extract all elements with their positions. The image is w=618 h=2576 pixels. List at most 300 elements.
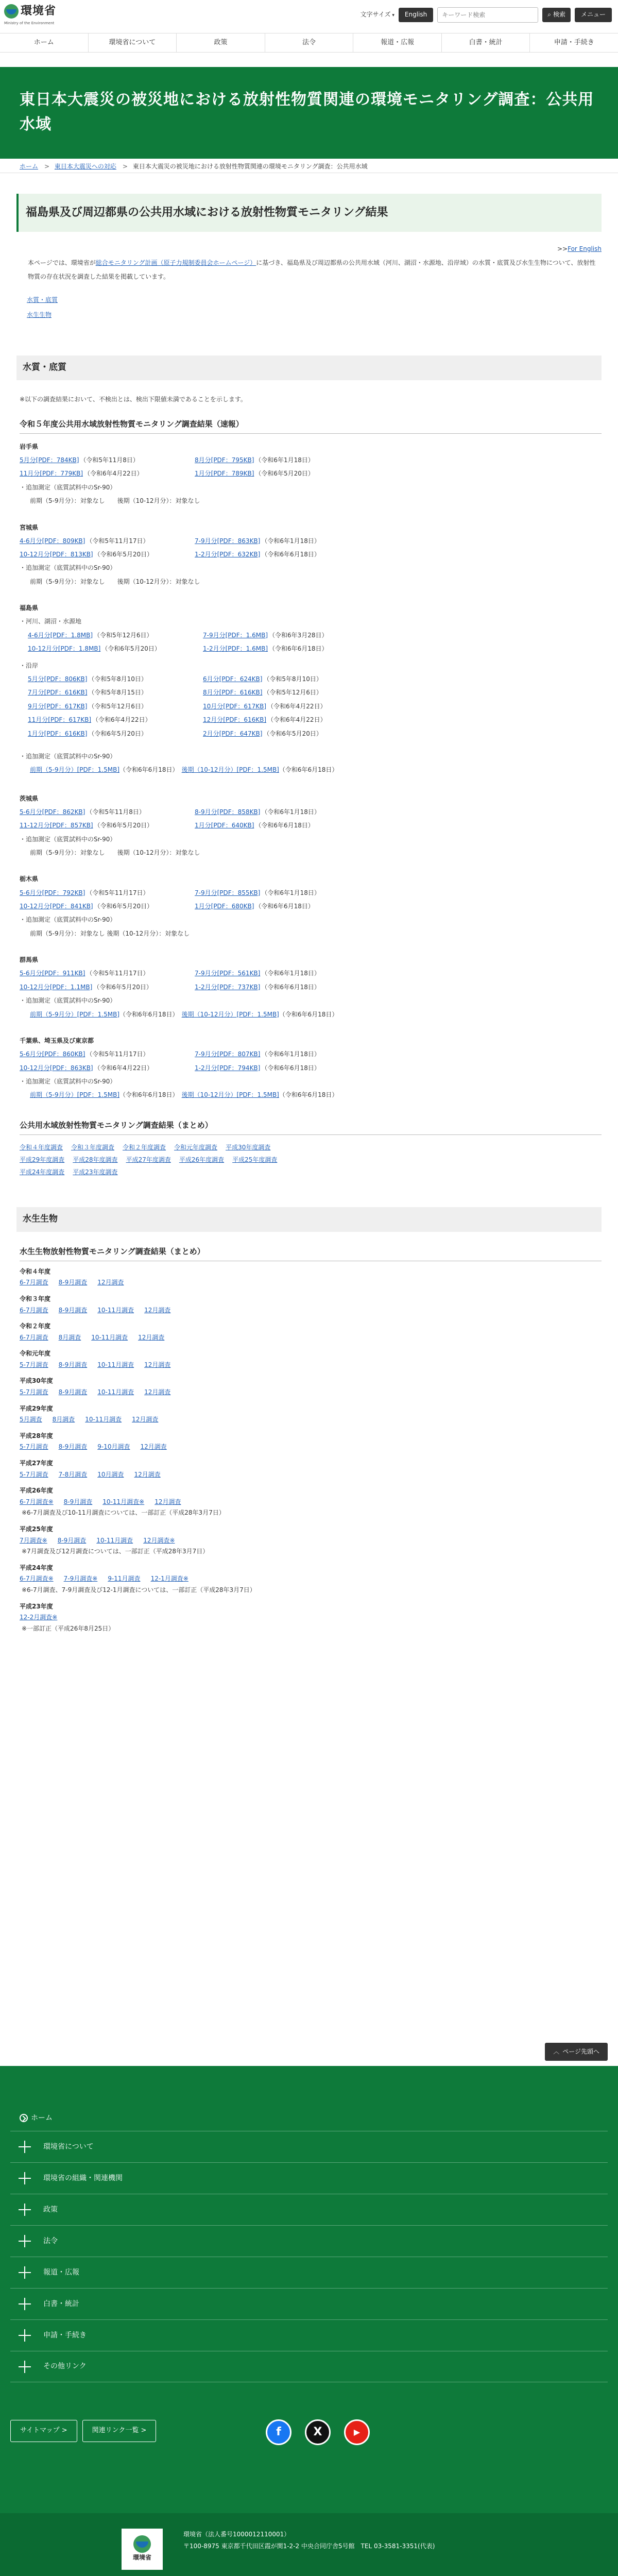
plus-icon xyxy=(18,2234,32,2248)
update-date: （令和6年6月18日） xyxy=(279,1010,338,1018)
pdf-link[interactable]: 10-12月分[PDF：841KB] xyxy=(20,903,93,910)
footer-item-about[interactable] xyxy=(10,2131,608,2162)
update-date: （令和5年11月17日） xyxy=(86,970,149,977)
search-button[interactable] xyxy=(542,8,571,22)
survey-link[interactable]: 7-8月調査 xyxy=(58,1470,88,1478)
sr90-links xyxy=(30,1090,609,1100)
survey-link[interactable]: 12月調査 xyxy=(154,1498,181,1505)
update-date: （令和6年1月18日） xyxy=(261,970,320,977)
year-links xyxy=(20,1277,609,1289)
org-name: 環境省（法人番号1000012110001） xyxy=(183,2531,290,2538)
section-biota-heading: 水生生物 xyxy=(16,1207,602,1232)
pdf-link[interactable]: 5-6月分[PDF：862KB] xyxy=(20,808,85,816)
logo-mark-icon xyxy=(133,2535,151,2553)
pdf-link[interactable]: 7月分[PDF：616KB] xyxy=(28,689,88,697)
breadcrumb-home[interactable]: ホーム xyxy=(20,163,39,170)
org-address: 〒100-8975 東京都千代田区霞が関1-2-2 中央合同庁舎5号館 TEL 03-3581-3351(代表) xyxy=(183,2542,435,2550)
survey-link[interactable]: 6-7月調査 xyxy=(20,1279,48,1286)
update-date: （令和6年6月18日） xyxy=(261,551,320,558)
breadcrumb-disaster[interactable]: 東日本大震災への対応 xyxy=(54,163,116,170)
year-links xyxy=(20,1469,609,1481)
plus-icon xyxy=(18,2265,32,2280)
summary-link[interactable]: 平成26年度調査 xyxy=(179,1156,225,1163)
correction-note: ※6-7月調査及び10-11月調査については、一部訂正（平成28年3月7日） xyxy=(22,1509,225,1517)
pdf-link[interactable]: 10月分[PDF：617KB] xyxy=(203,702,267,710)
footer-logo-text: 環境省 xyxy=(132,2554,151,2562)
facebook-icon[interactable]: f xyxy=(266,2419,291,2445)
result-row xyxy=(20,1063,609,1073)
pdf-link[interactable]: 前期（5-9月分）[PDF：1.5MB] xyxy=(30,1010,120,1018)
site-header xyxy=(0,0,618,33)
survey-link[interactable]: 8月調査 xyxy=(58,1333,81,1341)
pdf-link[interactable]: 後期（10-12月分）[PDF：1.5MB] xyxy=(181,1010,279,1018)
survey-link[interactable]: 8-9月調査 xyxy=(58,1388,88,1396)
survey-link[interactable]: 12月調査 xyxy=(144,1306,171,1314)
chevron-up-icon: ︿ xyxy=(553,2048,560,2055)
survey-link[interactable]: 12月調査 xyxy=(134,1470,161,1478)
pdf-link[interactable]: 11-12月分[PDF：857KB] xyxy=(20,822,93,829)
pdf-link[interactable]: 10-12月分[PDF：863KB] xyxy=(20,1064,93,1072)
pdf-link[interactable]: 11月分[PDF：779KB] xyxy=(20,470,83,478)
summary-heading: 公共用水域放射性物質モニタリング調査結果（まとめ） xyxy=(20,1119,602,1135)
youtube-icon[interactable]: ▶ xyxy=(344,2419,370,2445)
pdf-link[interactable]: 4-6月分[PDF：809KB] xyxy=(20,537,85,545)
update-date: （令和5年11月17日） xyxy=(86,889,149,896)
year-links xyxy=(20,1612,609,1623)
survey-link[interactable]: 5-7月調査 xyxy=(20,1388,48,1396)
update-date: （令和6年4月22日） xyxy=(267,716,327,724)
sr90-label: ・追加測定（底質試料中のSr-90） xyxy=(20,835,116,843)
update-date: （令和6年5月20日） xyxy=(255,470,314,478)
pref-miyagi: 宮城県 xyxy=(20,523,39,531)
update-date: （令和5年11月17日） xyxy=(86,537,149,545)
result-row xyxy=(28,674,609,684)
breadcrumb-current: 東日本大震災の被災地における放射性物質関連の環境モニタリング調査：公共用水域 xyxy=(132,163,368,170)
footer-logo xyxy=(122,2529,163,2570)
survey-link[interactable]: 6-7月調査 xyxy=(20,1333,48,1341)
pdf-link[interactable]: 1月分[PDF：616KB] xyxy=(28,730,88,737)
pdf-link[interactable]: 7-9月分[PDF：1.6MB] xyxy=(203,631,268,639)
pdf-link[interactable]: 8月分[PDF：795KB] xyxy=(195,456,254,464)
survey-link[interactable]: 8-9月調査 xyxy=(58,1306,88,1314)
sr90-none: 前期（5-9月分）：対象なし 後期（10-12月分）：対象なし xyxy=(30,497,200,505)
survey-link[interactable]: 12月調査 xyxy=(140,1443,167,1451)
year-links xyxy=(20,1387,609,1398)
pref-chiba-saitama-tokyo: 千葉県、埼玉県及び東京都 xyxy=(20,1037,94,1044)
result-row xyxy=(28,687,609,698)
year-links xyxy=(20,1360,609,1371)
update-date: （令和6年5月20日） xyxy=(93,983,152,991)
for-english-link[interactable]: For English xyxy=(568,245,602,252)
footer-item-label: 政策 xyxy=(43,2205,58,2214)
survey-link[interactable]: 9-10月調査 xyxy=(97,1443,130,1451)
result-row xyxy=(28,728,609,739)
gnav-law[interactable]: 法令 xyxy=(265,33,354,52)
biota-years xyxy=(20,1266,609,1635)
text-size-selector[interactable]: 文字サイズ ▾ xyxy=(360,10,394,20)
pdf-link[interactable]: 1月分[PDF：680KB] xyxy=(195,903,254,910)
river-label: ・河川、湖沼・水源地 xyxy=(20,618,82,625)
x-icon[interactable]: X xyxy=(305,2419,331,2445)
survey-link[interactable]: 10月調査 xyxy=(97,1470,124,1478)
chevron-right-circle-icon xyxy=(20,2114,28,2122)
search-button-label: 検索 xyxy=(553,11,565,19)
gnav-home[interactable]: ホーム xyxy=(0,33,89,52)
sr90-label: ・追加測定（底質試料中のSr-90） xyxy=(20,1077,116,1085)
site-footer xyxy=(0,2066,618,2576)
result-row xyxy=(28,630,609,640)
footer-item-label: 申請・手続き xyxy=(43,2331,87,2340)
plus-icon xyxy=(18,2297,32,2311)
footer-item-label: 環境省について xyxy=(43,2142,94,2151)
search-input[interactable] xyxy=(437,7,538,23)
year-label: 令和４年度 xyxy=(20,1267,51,1275)
pdf-link[interactable]: 1-2月分[PDF：1.6MB] xyxy=(203,645,268,653)
pdf-link[interactable]: 前期（5-9月分）[PDF：1.5MB] xyxy=(30,1091,120,1099)
survey-link[interactable]: 6-7月調査 xyxy=(20,1306,48,1314)
update-date: （令和6年5月20日） xyxy=(263,730,322,737)
pdf-link[interactable]: 後期（10-12月分）[PDF：1.5MB] xyxy=(181,766,279,774)
summary-link[interactable]: 平成30年度調査 xyxy=(226,1143,271,1151)
sr90-links xyxy=(30,1009,609,1020)
survey-link[interactable]: 12月調査 xyxy=(144,1361,171,1368)
update-date: （令和6年4月22日） xyxy=(94,1064,153,1072)
pdf-link[interactable]: 5-6月分[PDF：792KB] xyxy=(20,889,85,896)
pdf-link[interactable]: 7-9月分[PDF：561KB] xyxy=(195,970,261,977)
survey-link[interactable]: 6-7月調査※ xyxy=(20,1575,54,1583)
pdf-link[interactable]: 8-9月分[PDF：858KB] xyxy=(195,808,261,816)
pdf-link[interactable]: 10-12月分[PDF：813KB] xyxy=(20,551,93,558)
pdf-link[interactable]: 1-2月分[PDF：632KB] xyxy=(195,551,261,558)
search-icon: ⌕ xyxy=(547,11,551,19)
update-date: （令和6年5月20日） xyxy=(94,903,153,910)
pdf-link[interactable]: 5-6月分[PDF：911KB] xyxy=(20,970,85,977)
summary-link[interactable]: 令和４年度調査 xyxy=(20,1143,63,1151)
pdf-link[interactable]: 6月分[PDF：624KB] xyxy=(203,675,263,683)
pdf-link[interactable]: 1月分[PDF：640KB] xyxy=(195,822,254,829)
update-date: （令和6年6月18日） xyxy=(255,822,314,829)
footer-item-label: 環境省の組織・関連機関 xyxy=(43,2174,123,2182)
year-links xyxy=(20,1497,609,1508)
survey-link[interactable]: 5-7月調査 xyxy=(20,1470,48,1478)
update-date: （令和6年6月18日） xyxy=(119,1010,176,1018)
year-label: 平成23年度 xyxy=(20,1602,53,1610)
result-row xyxy=(20,820,609,831)
logo-subtitle: Ministry of the Environment xyxy=(4,21,55,25)
survey-link[interactable]: 10-11月調査※ xyxy=(102,1498,145,1505)
plus-icon xyxy=(18,2202,32,2217)
update-date: （令和6年5月20日） xyxy=(94,551,153,558)
update-date: （令和6年4月22日） xyxy=(84,470,143,478)
update-date: （令和6年6月18日） xyxy=(255,903,314,910)
result-row xyxy=(20,468,609,479)
survey-link[interactable]: 12-2月調査※ xyxy=(20,1614,58,1621)
update-date: （令和6年3月28日） xyxy=(269,631,328,639)
survey-link[interactable]: 6-7月調査※ xyxy=(20,1498,54,1505)
section-water-heading: 水質・底質 xyxy=(16,355,602,380)
sr90-label: ・追加測定（底質試料中のSr-90） xyxy=(20,483,116,491)
update-date: （令和6年5月20日） xyxy=(101,645,161,653)
correction-note: ※7月調査及び12月調査については、一部訂正（平成28年3月7日） xyxy=(22,1548,209,1555)
survey-link[interactable]: 10-11月調査 xyxy=(97,1388,134,1396)
summary-link[interactable]: 平成27年度調査 xyxy=(126,1156,171,1163)
pdf-link[interactable]: 後期（10-12月分）[PDF：1.5MB] xyxy=(181,1091,279,1099)
pref-ibaraki: 茨城県 xyxy=(20,794,39,802)
footer-org-info xyxy=(0,2513,618,2576)
sr90-none: 前期（5-9月分）：対象なし 後期（10-12月分）：対象なし xyxy=(30,578,200,585)
intro-link[interactable]: 総合モニタリング計画（原子力規制委員会ホームページ） xyxy=(95,259,256,267)
update-date: （令和5年12月6日） xyxy=(88,702,147,710)
survey-link[interactable]: 8-9月調査 xyxy=(58,1443,88,1451)
footer-item-policy[interactable] xyxy=(10,2194,608,2225)
plus-icon xyxy=(18,2171,32,2185)
footer-item-label: その他リンク xyxy=(43,2362,87,2371)
update-date: （令和5年11月17日） xyxy=(86,1050,149,1058)
summary-link[interactable]: 令和２年度調査 xyxy=(123,1143,166,1151)
update-date: （令和5年11月8日） xyxy=(80,456,139,464)
update-date: （令和6年1月18日） xyxy=(261,808,320,816)
sitemap-button[interactable]: サイトマップ > xyxy=(10,2420,77,2442)
for-english xyxy=(16,244,602,254)
pdf-link[interactable]: 2月分[PDF：647KB] xyxy=(203,730,263,737)
survey-link[interactable]: 10-11月調査 xyxy=(96,1536,133,1544)
related-links-button[interactable]: 関連リンク一覧 > xyxy=(82,2420,157,2442)
pdf-link[interactable]: 5月分[PDF：784KB] xyxy=(20,456,79,464)
update-date: （令和6年1月18日） xyxy=(261,889,320,896)
survey-link[interactable]: 8-9月調査 xyxy=(58,1279,88,1286)
pdf-link[interactable]: 1-2月分[PDF：794KB] xyxy=(195,1064,261,1072)
footer-item-label: 報道・広報 xyxy=(43,2268,79,2277)
survey-link[interactable]: 12月調査 xyxy=(144,1388,171,1396)
year-links xyxy=(20,1535,609,1547)
correction-note: ※一部訂正（平成26年8月25日） xyxy=(22,1624,115,1632)
footer-item-org[interactable] xyxy=(10,2162,608,2194)
detection-note: ※以下の調査結果において、不検出とは、検出下限値未満であることを示します。 xyxy=(20,395,247,403)
survey-link[interactable]: 10-11月調査 xyxy=(97,1361,134,1368)
pdf-link[interactable]: 5-6月分[PDF：860KB] xyxy=(20,1050,85,1058)
survey-link[interactable]: 8-9月調査 xyxy=(57,1536,87,1544)
year-label: 平成30年度 xyxy=(20,1377,53,1385)
summary-link[interactable]: 平成28年度調査 xyxy=(73,1156,118,1163)
intro-text-before: 本ページでは、環境省が xyxy=(28,259,96,267)
survey-link[interactable]: 7-9月調査※ xyxy=(63,1575,98,1583)
summary-link[interactable]: 平成24年度調査 xyxy=(20,1168,65,1176)
survey-link[interactable]: 7月調査※ xyxy=(20,1536,47,1544)
summary-link[interactable]: 令和３年度調査 xyxy=(71,1143,115,1151)
update-date: （令和6年1月18日） xyxy=(255,456,314,464)
update-date: （令和6年4月22日） xyxy=(267,702,327,710)
pref-tochigi: 栃木県 xyxy=(20,875,39,883)
summary-links xyxy=(20,1141,602,1178)
update-date: （令和6年6月18日） xyxy=(269,645,328,653)
breadcrumb-separator: > xyxy=(122,163,128,170)
update-date: （令和5年8月15日） xyxy=(88,689,147,697)
coast-label: ・沿岸 xyxy=(20,662,39,669)
plus-icon xyxy=(18,2328,32,2343)
year-links xyxy=(20,1442,609,1453)
result-row xyxy=(20,982,609,992)
correction-note: ※6-7月調査、7-9月調査及び12-1月調査については、一部訂正（平成28年3月7日） xyxy=(22,1586,256,1594)
pdf-link[interactable]: 4-6月分[PDF：1.8MB] xyxy=(28,631,93,639)
pdf-link[interactable]: 9月分[PDF：617KB] xyxy=(28,702,88,710)
result-row xyxy=(28,643,609,654)
pdf-link[interactable]: 12月分[PDF：616KB] xyxy=(203,716,267,724)
update-date: （令和6年6月18日） xyxy=(261,1064,320,1072)
sr90-label: ・追加測定（底質試料中のSr-90） xyxy=(20,916,116,924)
logo-text: 環境省 xyxy=(21,5,57,18)
survey-link[interactable]: 12月調査 xyxy=(97,1279,124,1286)
survey-link[interactable]: 9-11月調査 xyxy=(108,1575,141,1583)
update-date: （令和6年6月18日） xyxy=(261,983,320,991)
survey-link[interactable]: 12月調査 xyxy=(132,1416,159,1423)
main-content xyxy=(0,194,618,1634)
pdf-link[interactable]: 7-9月分[PDF：855KB] xyxy=(195,889,261,896)
page-top-button[interactable] xyxy=(545,2043,608,2061)
pdf-link[interactable]: 前期（5-9月分）[PDF：1.5MB] xyxy=(30,766,120,774)
update-date: （令和6年6月18日） xyxy=(279,1091,338,1099)
footer-item-whitepaper[interactable] xyxy=(10,2288,608,2319)
gnav-whitepaper[interactable]: 白書・統計 xyxy=(442,33,530,52)
summary-link[interactable]: 平成23年度調査 xyxy=(73,1168,118,1176)
summary-link[interactable]: 平成29年度調査 xyxy=(20,1156,65,1163)
social-links xyxy=(266,2419,370,2445)
pref-fukushima: 福島県 xyxy=(20,604,39,612)
update-date: （令和5年8月10日） xyxy=(88,675,147,683)
update-date: （令和5年8月10日） xyxy=(263,675,322,683)
update-date: （令和5年12月6日） xyxy=(263,689,322,697)
pref-iwate: 岩手県 xyxy=(20,443,39,450)
result-row xyxy=(20,968,609,978)
page-title: 東日本大震災の被災地における放射性物質関連の環境モニタリング調査：公共用水域 xyxy=(20,91,594,133)
logo-mark-icon xyxy=(4,4,19,19)
footer-item-other[interactable] xyxy=(10,2351,608,2382)
sr90-label: ・追加測定（底質試料中のSr-90） xyxy=(20,752,116,760)
update-date: （令和6年1月18日） xyxy=(261,1050,320,1058)
site-logo[interactable] xyxy=(4,4,56,19)
result-row xyxy=(28,701,609,711)
pdf-link[interactable]: 10-12月分[PDF：1.8MB] xyxy=(28,645,101,653)
footer-item-label: 法令 xyxy=(43,2236,58,2245)
result-row xyxy=(20,536,609,546)
survey-link[interactable]: 10-11月調査 xyxy=(97,1306,134,1314)
intro-text-after: に基づき、福島県及び周辺都県の公共用水域（河川、湖沼・水源地、沿岸域）の水質・底質及び水生生物について、放射性物質の存在状況を調査した結果を掲載しています。 xyxy=(28,259,596,280)
survey-link[interactable]: 10-11月調査 xyxy=(85,1416,122,1423)
year-label: 平成24年度 xyxy=(20,1564,53,1571)
anchor-water-link[interactable]: 水質・底質 xyxy=(27,296,58,303)
sr90-none: 前期（5-9月分）：対象なし 後期（10-12月分）：対象なし xyxy=(30,849,200,857)
year-links xyxy=(20,1305,609,1316)
survey-link[interactable]: 12-1月調査※ xyxy=(150,1575,188,1583)
plus-icon xyxy=(18,2360,32,2374)
summary-link[interactable]: 平成25年度調査 xyxy=(232,1156,278,1163)
footer-accordion xyxy=(10,2131,608,2382)
year-label: 令和３年度 xyxy=(20,1295,51,1302)
pdf-link[interactable]: 1-2月分[PDF：737KB] xyxy=(195,983,261,991)
update-date: （令和6年5月20日） xyxy=(88,730,147,737)
year-label: 平成28年度 xyxy=(20,1432,53,1439)
biota-summary-heading: 水生生物放射性物質モニタリング調査結果（まとめ） xyxy=(20,1245,602,1261)
year-links xyxy=(20,1414,609,1426)
update-date: （令和6年5月20日） xyxy=(94,822,153,829)
survey-link[interactable]: 8-9月調査 xyxy=(58,1361,88,1368)
section-box-title: 福島県及び周辺都県の公共用水域における放射性物質モニタリング結果 xyxy=(16,194,602,232)
page-hero xyxy=(0,67,618,159)
r5-results-heading: 令和５年度公共用水域放射性物質モニタリング調査結果（速報） xyxy=(20,418,602,434)
footer-home-label: ホーム xyxy=(31,2114,53,2122)
survey-link[interactable]: 5-7月調査 xyxy=(20,1361,48,1368)
result-row xyxy=(20,549,609,560)
gnav-press[interactable]: 報道・広報 xyxy=(353,33,442,52)
sr90-label: ・追加測定（底質試料中のSr-90） xyxy=(20,997,116,1005)
result-row xyxy=(20,807,609,817)
sr90-label: ・追加測定（底質試料中のSr-90） xyxy=(20,564,116,572)
year-label: 令和２年度 xyxy=(20,1323,51,1330)
pdf-link[interactable]: 10-12月分[PDF：1.1MB] xyxy=(20,983,93,991)
update-date: （令和6年4月22日） xyxy=(92,716,151,724)
english-button[interactable]: English xyxy=(399,8,433,22)
pref-gunma: 群馬県 xyxy=(20,956,39,964)
plus-icon xyxy=(18,2140,32,2154)
year-label: 令和元年度 xyxy=(20,1350,51,1358)
result-row xyxy=(28,715,609,725)
footer-item-law[interactable] xyxy=(10,2225,608,2257)
pdf-link[interactable]: 1月分[PDF：789KB] xyxy=(195,470,254,478)
pdf-link[interactable]: 7-9月分[PDF：807KB] xyxy=(195,1050,261,1058)
survey-link[interactable]: 8月調査 xyxy=(52,1416,75,1423)
footer-item-application[interactable] xyxy=(10,2319,608,2351)
survey-link[interactable]: 12月調査※ xyxy=(143,1536,175,1544)
anchor-biota-link[interactable]: 水生生物 xyxy=(27,311,52,318)
year-label: 平成25年度 xyxy=(20,1526,53,1533)
page-top-label: ページ先頭へ xyxy=(562,2048,599,2055)
menu-button[interactable]: メニュー xyxy=(575,8,612,22)
summary-link[interactable]: 令和元年度調査 xyxy=(174,1143,218,1151)
year-links xyxy=(20,1573,609,1585)
survey-link[interactable]: 5月調査 xyxy=(20,1416,42,1423)
update-date: （令和6年1月18日） xyxy=(261,537,320,545)
year-label: 平成29年度 xyxy=(20,1404,53,1412)
year-label: 平成27年度 xyxy=(20,1460,53,1467)
result-row xyxy=(20,888,609,898)
pdf-link[interactable]: 5月分[PDF：806KB] xyxy=(28,675,88,683)
breadcrumb-separator: > xyxy=(44,163,50,170)
gnav-application[interactable]: 申請・手続き xyxy=(554,39,594,46)
global-nav xyxy=(0,33,618,53)
update-date: （令和6年6月18日） xyxy=(119,1091,176,1099)
survey-link[interactable]: 5-7月調査 xyxy=(20,1443,48,1451)
gnav-policy[interactable]: 政策 xyxy=(177,33,265,52)
pdf-link[interactable]: 7-9月分[PDF：863KB] xyxy=(195,537,261,545)
footer-home-link[interactable] xyxy=(20,2112,53,2124)
result-row xyxy=(20,455,609,465)
footer-item-label: 白書・統計 xyxy=(43,2299,79,2308)
for-english-arrows: >> xyxy=(557,245,568,252)
sr90-none: 前期（5-9月分）：対象なし 後期（10-12月分）：対象なし xyxy=(30,929,190,937)
survey-link[interactable]: 8-9月調査 xyxy=(63,1498,93,1505)
result-row xyxy=(20,1049,609,1059)
pdf-link[interactable]: 11月分[PDF：617KB] xyxy=(28,716,92,724)
survey-link[interactable]: 12月調査 xyxy=(138,1333,165,1341)
pdf-link[interactable]: 8月分[PDF：616KB] xyxy=(203,689,263,697)
update-date: （令和6年6月18日） xyxy=(279,766,338,774)
update-date: （令和5年11月8日） xyxy=(86,808,145,816)
footer-item-press[interactable] xyxy=(10,2257,608,2288)
gnav-about[interactable]: 環境省について xyxy=(89,33,177,52)
anchor-links xyxy=(27,293,602,323)
result-row xyxy=(20,901,609,911)
survey-link[interactable]: 10-11月調査 xyxy=(91,1333,128,1341)
update-date: （令和6年6月18日） xyxy=(119,766,176,774)
